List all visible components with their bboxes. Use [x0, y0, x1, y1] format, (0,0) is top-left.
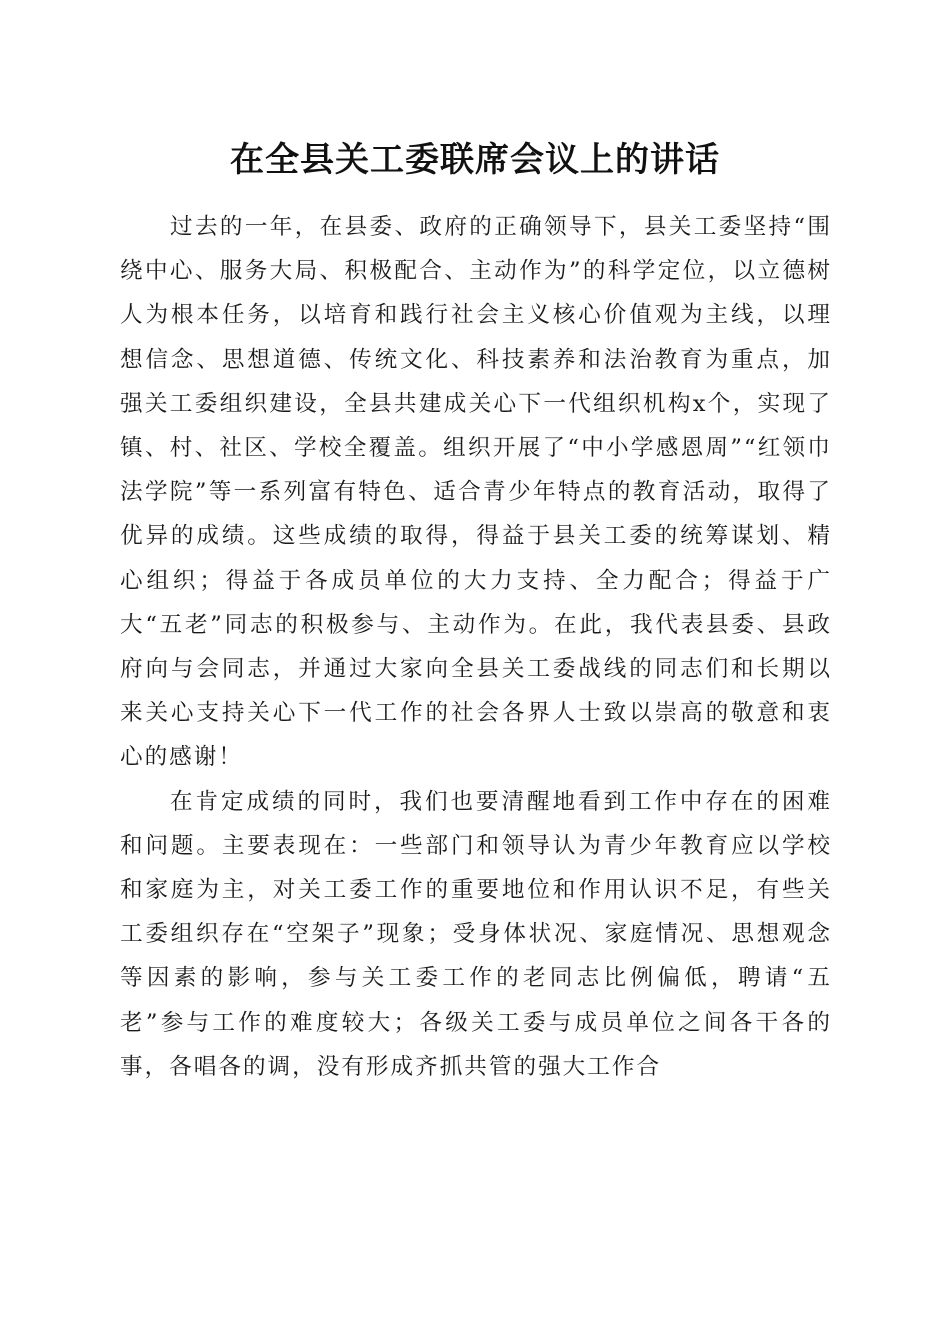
paragraph-problems: 在肯定成绩的同时，我们也要清醒地看到工作中存在的困难和问题。主要表现在：一些部门和领导认为青少年教育应以学校和家庭为主，对关工委工作的重要地位和作用认识不足，有些关工委组织存在“空架子”现象；受身体状况、家庭情况、思想观念等因素的影响，参与关工委工作的老同志比例偏低，聘请“五老”参与工作的难度较大；各级关工委与成员单位之间各干各的事，各唱各的调，没有形成齐抓共管的强大工作合 [120, 788, 832, 1080]
document-title: 在全县关工委联席会议上的讲话 [230, 140, 720, 180]
paragraph-achievements: 过去的一年，在县委、政府的正确领导下，县关工委坚持“围绕中心、服务大局、积极配合、主动作为”的科学定位，以立德树人为根本任务，以培育和践行社会主义核心价值观为主线，以理想信念、思想道德、传统文化、科技素养和法治教育为重点，加强关工委组织建设，全县共建成关心下一代组织机构x个，实现了镇、村、社区、学校全覆盖。组织开展了“中小学感恩周”“红领巾法学院”等一系列富有特色、适合青少年特点的教育活动，取得了优异的成绩。这些成绩的取得，得益于县关工委的统筹谋划、精心组织；得益于各成员单位的大力支持、全力配合；得益于广大“五老”同志的积极参与、主动作为。在此，我代表县委、县政府向与会同志，并通过大家向全县关工委战线的同志们和长期以来关心支持关心下一代工作的社会各界人士致以崇高的敬意和衷心的感谢！ [120, 214, 832, 771]
document-body [120, 205, 832, 1089]
